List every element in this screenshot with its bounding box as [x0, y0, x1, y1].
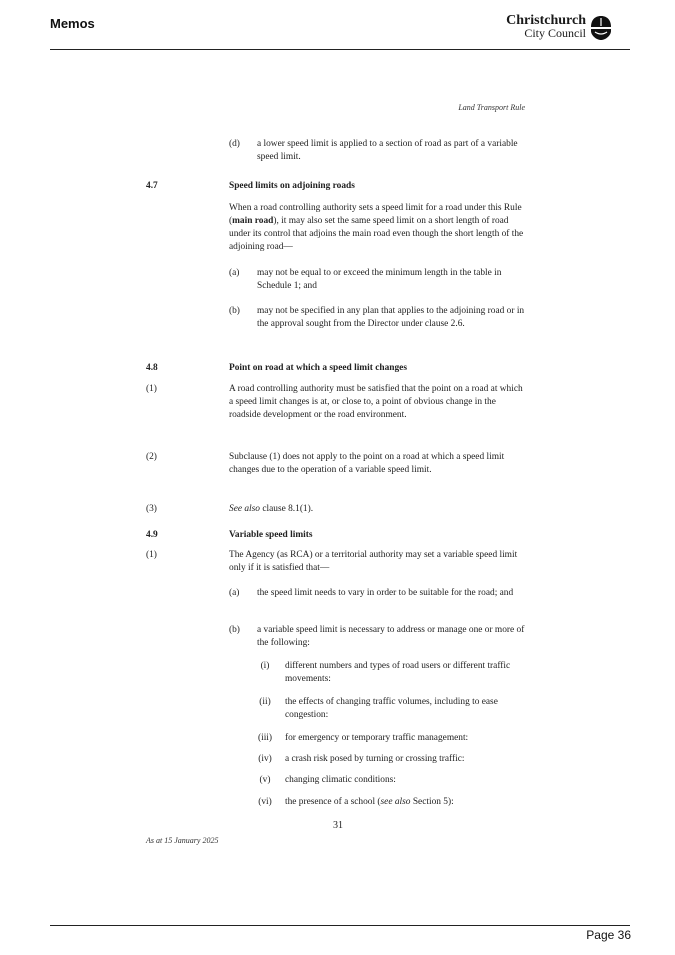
section-4-8-heading: Point on road at which a speed limit changes	[229, 363, 407, 373]
section-4-9-heading: Variable speed limits	[229, 530, 313, 540]
subclause-4-8-2-text: Subclause (1) does not apply to the point on a road at which a speed limit changes due to the operation of a variable speed limit.	[229, 452, 505, 475]
logo-text-line1: Christchurch	[506, 13, 586, 28]
item-4-9-b-label: (b)	[229, 625, 240, 635]
subitem-iv-text: a crash risk posed by turning or crossing traffic:	[285, 754, 465, 764]
subclause-4-8-1-text: A road controlling authority must be satisfied that the point on a road at which a speed limit changes is at, or close to, a point of obvious change in the roadside development or the road environment.	[229, 384, 523, 420]
item-4-9-a-text: the speed limit needs to vary in order to be suitable for the road; and	[257, 588, 514, 598]
subitem-vi-label: (vi)	[258, 797, 272, 807]
subitem-ii-label: (ii)	[259, 697, 271, 707]
subitem-v-label: (v)	[259, 775, 271, 785]
footer-page-label: Page 36	[586, 928, 631, 942]
section-4-9-number: 4.9	[146, 530, 158, 540]
subitem-iii-label: (iii)	[257, 733, 273, 743]
subclause-4-8-1-number: (1)	[146, 384, 157, 394]
section-4-8-number: 4.8	[146, 363, 158, 373]
item-4-9-a-label: (a)	[229, 588, 240, 598]
council-emblem-icon	[589, 15, 613, 41]
section-4-7-heading: Speed limits on adjoining roads	[229, 181, 355, 191]
as-at-date: As at 15 January 2025	[146, 836, 219, 845]
subitem-iii-text: for emergency or temporary traffic management:	[285, 733, 469, 743]
item-4-7-b-label: (b)	[229, 306, 240, 316]
subitem-vi-text: the presence of a school (see also Section 5):	[285, 797, 454, 807]
subitem-ii-text: the effects of changing traffic volumes, including to ease congestion:	[285, 697, 498, 720]
header-divider	[50, 49, 630, 50]
logo-text-line2: City Council	[524, 26, 586, 40]
subclause-4-8-3-number: (3)	[146, 504, 157, 514]
subitem-i-label: (i)	[260, 661, 270, 671]
subclause-4-9-1-text: The Agency (as RCA) or a territorial authority may set a variable speed limit only if it is satisfied that—	[229, 550, 518, 573]
item-4-9-b-text: a variable speed limit is necessary to address or manage one or more of the following:	[257, 625, 525, 648]
running-head: Land Transport Rule	[458, 103, 525, 112]
section-4-7-intro: When a road controlling authority sets a speed limit for a road under this Rule (main road), it may also set the same speed limit on a short length of road under its control that adjoins the main road even though the short length of the adjoining road—	[229, 203, 524, 252]
document-page-number: 31	[333, 820, 343, 831]
subitem-i-text: different numbers and types of road users or different traffic movements:	[285, 661, 511, 684]
item-d-text: a lower speed limit is applied to a section of road as part of a variable speed limit.	[257, 139, 518, 162]
item-4-7-b-text: may not be specified in any plan that applies to the adjoining road or in the approval sought from the Director under clause 2.6.	[257, 306, 525, 329]
header-title: Memos	[50, 16, 95, 31]
subclause-4-9-1-number: (1)	[146, 550, 157, 560]
subclause-4-8-2-number: (2)	[146, 452, 157, 462]
item-d-label: (d)	[229, 139, 240, 149]
item-4-7-a-label: (a)	[229, 268, 240, 278]
subitem-iv-label: (iv)	[258, 754, 272, 764]
subitem-v-text: changing climatic conditions:	[285, 775, 396, 785]
section-4-7-number: 4.7	[146, 181, 158, 191]
item-4-7-a-text: may not be equal to or exceed the minimum length in the table in Schedule 1; and	[257, 268, 502, 291]
footer-divider	[50, 925, 630, 926]
christchurch-logo	[506, 14, 613, 41]
subclause-4-8-3-text: See also clause 8.1(1).	[229, 504, 314, 514]
